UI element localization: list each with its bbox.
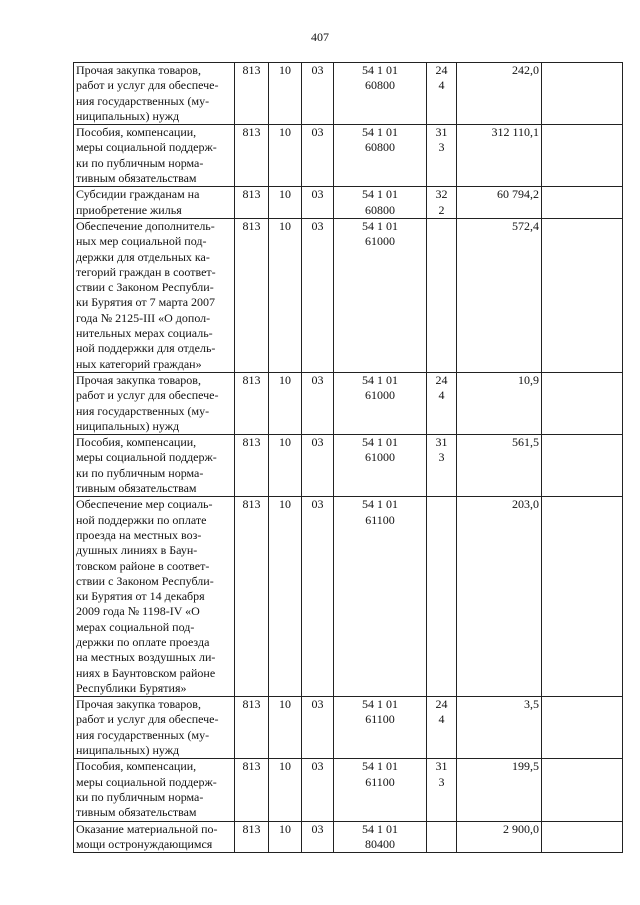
- expense-name-line: товском районе в соответ-: [76, 558, 210, 573]
- section-code-cell: 10: [269, 821, 302, 853]
- expense-type-line: 32: [435, 187, 448, 202]
- target-article-line: 54 1 01: [362, 63, 398, 77]
- expense-name-line: Пособия, компенсации,: [76, 435, 197, 450]
- table-row: [74, 821, 623, 853]
- target-article-cell: [334, 697, 427, 759]
- table-row: [74, 218, 623, 372]
- amount-cell: 10,9: [457, 372, 542, 434]
- section-code-cell: 10: [269, 187, 302, 219]
- table-row: [74, 372, 623, 434]
- expense-name-line: проезда на местных воз-: [76, 527, 202, 542]
- expense-name-line: Пособия, компенсации,: [76, 125, 197, 140]
- extra-amount-cell: [542, 435, 623, 497]
- expense-type-line: 24: [435, 372, 448, 387]
- subsection-code-cell: 03: [302, 821, 334, 853]
- target-article-line: 54 1 01: [362, 372, 398, 387]
- target-article-cell: [334, 63, 427, 125]
- target-article-line: 54 1 01: [362, 187, 398, 202]
- expense-name-line: тегорий граждан в соответ-: [76, 264, 216, 279]
- expense-type-line: 24: [435, 697, 448, 712]
- subsection-code-cell: 03: [302, 435, 334, 497]
- expense-name-cell: [74, 187, 235, 219]
- expense-name-line: ния государственных (му-: [76, 93, 210, 108]
- expense-type-line: 4: [438, 78, 445, 93]
- subsection-code-cell: 03: [302, 187, 334, 219]
- budget-table: [73, 62, 623, 853]
- target-article-line: 61000: [365, 450, 395, 465]
- target-article-line: 54 1 01: [362, 218, 398, 233]
- expense-name-line: тивным обязательствам: [76, 171, 197, 186]
- ministry-code-cell: 813: [235, 63, 269, 125]
- expense-type-line: 24: [435, 63, 448, 77]
- expense-name-line: работ и услуг для обеспече-: [76, 712, 219, 727]
- target-article-line: 61000: [365, 388, 395, 403]
- expense-name-line: Обеспечение дополнитель-: [76, 218, 215, 233]
- expense-type-cell: [427, 697, 457, 759]
- target-article-line: 54 1 01: [362, 697, 398, 712]
- expense-name-cell: [74, 697, 235, 759]
- expense-name-line: Прочая закупка товаров,: [76, 372, 201, 387]
- expense-name-cell: [74, 821, 235, 853]
- expense-name-line: меры социальной поддерж-: [76, 140, 217, 155]
- expense-name-line: ния государственных (му-: [76, 403, 210, 418]
- table-row: [74, 125, 623, 187]
- expense-type-cell: [427, 372, 457, 434]
- target-article-line: 60800: [365, 140, 395, 155]
- target-article-cell: [334, 821, 427, 853]
- extra-amount-cell: [542, 125, 623, 187]
- target-article-line: 54 1 01: [362, 497, 398, 512]
- extra-amount-cell: [542, 63, 623, 125]
- section-code-cell: 10: [269, 497, 302, 697]
- table-row: [74, 187, 623, 219]
- expense-type-cell: [427, 821, 457, 853]
- extra-amount-cell: [542, 372, 623, 434]
- amount-cell: 2 900,0: [457, 821, 542, 853]
- ministry-code-cell: 813: [235, 187, 269, 219]
- expense-name-cell: [74, 759, 235, 821]
- amount-cell: 199,5: [457, 759, 542, 821]
- expense-name-line: ки Бурятия от 14 декабря: [76, 589, 205, 604]
- subsection-code-cell: 03: [302, 697, 334, 759]
- expense-name-line: Республики Бурятия»: [76, 680, 187, 695]
- amount-cell: 242,0: [457, 63, 542, 125]
- expense-type-line: 3: [438, 140, 445, 155]
- expense-name-cell: [74, 435, 235, 497]
- subsection-code-cell: 03: [302, 63, 334, 125]
- target-article-line: 80400: [365, 836, 395, 851]
- expense-name-line: работ и услуг для обеспече-: [76, 388, 219, 403]
- expense-name-line: Обеспечение мер социаль-: [76, 497, 213, 512]
- expense-name-line: ки по публичным норма-: [76, 465, 204, 480]
- expense-name-cell: [74, 125, 235, 187]
- target-article-cell: [334, 125, 427, 187]
- target-article-line: 60800: [365, 202, 395, 217]
- extra-amount-cell: [542, 187, 623, 219]
- subsection-code-cell: 03: [302, 497, 334, 697]
- target-article-line: 61100: [365, 512, 395, 527]
- expense-type-cell: [427, 125, 457, 187]
- table-row: [74, 759, 623, 821]
- extra-amount-cell: [542, 759, 623, 821]
- ministry-code-cell: 813: [235, 759, 269, 821]
- table-row: [74, 63, 623, 125]
- expense-type-cell: [427, 63, 457, 125]
- expense-name-line: Прочая закупка товаров,: [76, 697, 201, 712]
- expense-type-cell: [427, 759, 457, 821]
- expense-type-line: 4: [438, 712, 445, 727]
- expense-name-line: ствии с Законом Республи-: [76, 280, 214, 295]
- ministry-code-cell: 813: [235, 218, 269, 372]
- target-article-cell: [334, 759, 427, 821]
- expense-name-cell: [74, 372, 235, 434]
- expense-type-cell: [427, 435, 457, 497]
- ministry-code-cell: 813: [235, 125, 269, 187]
- expense-type-line: 3: [438, 450, 445, 465]
- expense-name-line: тивным обязательствам: [76, 481, 197, 496]
- expense-type-cell: [427, 187, 457, 219]
- expense-type-line: 2: [438, 202, 445, 217]
- expense-name-line: мощи остронуждающимся: [76, 836, 213, 851]
- section-code-cell: 10: [269, 759, 302, 821]
- expense-name-line: душных линиях в Баун-: [76, 543, 198, 558]
- expense-type-line: 31: [435, 759, 448, 774]
- expense-type-cell: [427, 497, 457, 697]
- expense-name-line: ствии с Законом Республи-: [76, 573, 214, 588]
- expense-type-line: 3: [438, 774, 445, 789]
- expense-name-cell: [74, 497, 235, 697]
- ministry-code-cell: 813: [235, 821, 269, 853]
- target-article-line: 54 1 01: [362, 125, 398, 140]
- expense-name-line: меры социальной поддерж-: [76, 774, 217, 789]
- amount-cell: 60 794,2: [457, 187, 542, 219]
- expense-name-line: 2009 года № 1198-IV «О: [76, 604, 200, 619]
- expense-name-line: ной поддержки для отдель-: [76, 341, 216, 356]
- expense-name-line: ных категорий граждан»: [76, 356, 202, 371]
- target-article-cell: [334, 497, 427, 697]
- subsection-code-cell: 03: [302, 125, 334, 187]
- expense-name-cell: [74, 63, 235, 125]
- subsection-code-cell: 03: [302, 218, 334, 372]
- table-row: [74, 697, 623, 759]
- target-article-cell: [334, 187, 427, 219]
- target-article-line: 61100: [365, 774, 395, 789]
- budget-table-body: [74, 63, 623, 853]
- expense-name-line: ных мер социальной под-: [76, 234, 207, 249]
- expense-name-line: нительных мерах социаль-: [76, 326, 213, 341]
- section-code-cell: 10: [269, 435, 302, 497]
- section-code-cell: 10: [269, 697, 302, 759]
- expense-name-line: держки по оплате проезда: [76, 634, 210, 649]
- expense-type-cell: [427, 218, 457, 372]
- section-code-cell: 10: [269, 63, 302, 125]
- expense-name-line: мерах социальной под-: [76, 619, 195, 634]
- extra-amount-cell: [542, 697, 623, 759]
- target-article-line: 54 1 01: [362, 821, 398, 836]
- amount-cell: 561,5: [457, 435, 542, 497]
- expense-name-line: ниях в Баунтовском районе: [76, 665, 216, 680]
- ministry-code-cell: 813: [235, 372, 269, 434]
- target-article-line: 54 1 01: [362, 435, 398, 450]
- section-code-cell: 10: [269, 372, 302, 434]
- amount-cell: 203,0: [457, 497, 542, 697]
- extra-amount-cell: [542, 821, 623, 853]
- ministry-code-cell: 813: [235, 435, 269, 497]
- page-number: 407: [311, 30, 329, 44]
- target-article-line: 54 1 01: [362, 759, 398, 774]
- expense-name-line: ной поддержки по оплате: [76, 512, 207, 527]
- section-code-cell: 10: [269, 125, 302, 187]
- target-article-line: 61000: [365, 234, 395, 249]
- expense-name-line: ниципальных) нужд: [76, 108, 180, 123]
- target-article-cell: [334, 435, 427, 497]
- expense-type-line: 31: [435, 125, 448, 140]
- expense-name-line: года № 2125-III «О допол-: [76, 310, 211, 325]
- amount-cell: 3,5: [457, 697, 542, 759]
- expense-name-line: Субсидии гражданам на: [76, 187, 200, 202]
- expense-name-line: на местных воздушных ли-: [76, 650, 216, 665]
- target-article-cell: [334, 218, 427, 372]
- table-row: [74, 497, 623, 697]
- ministry-code-cell: 813: [235, 497, 269, 697]
- expense-name-line: приобретение жилья: [76, 202, 182, 217]
- ministry-code-cell: 813: [235, 697, 269, 759]
- expense-name-line: держки для отдельных ка-: [76, 249, 210, 264]
- expense-name-line: ки по публичным норма-: [76, 789, 204, 804]
- expense-type-line: 31: [435, 435, 448, 450]
- extra-amount-cell: [542, 497, 623, 697]
- table-row: [74, 435, 623, 497]
- amount-cell: 572,4: [457, 218, 542, 372]
- target-article-cell: [334, 372, 427, 434]
- expense-name-line: ниципальных) нужд: [76, 743, 180, 758]
- subsection-code-cell: 03: [302, 759, 334, 821]
- expense-type-line: 4: [438, 388, 445, 403]
- expense-name-line: меры социальной поддерж-: [76, 450, 217, 465]
- expense-name-line: ниципальных) нужд: [76, 418, 180, 433]
- expense-name-line: ки Бурятия от 7 марта 2007: [76, 295, 216, 310]
- section-code-cell: 10: [269, 218, 302, 372]
- expense-name-line: тивным обязательствам: [76, 805, 197, 820]
- expense-name-line: работ и услуг для обеспече-: [76, 78, 219, 93]
- expense-name-line: Оказание материальной по-: [76, 821, 218, 836]
- extra-amount-cell: [542, 218, 623, 372]
- target-article-line: 60800: [365, 78, 395, 93]
- expense-name-line: ки по публичным норма-: [76, 155, 204, 170]
- subsection-code-cell: 03: [302, 372, 334, 434]
- expense-name-cell: [74, 218, 235, 372]
- expense-name-line: ния государственных (му-: [76, 727, 210, 742]
- target-article-line: 61100: [365, 712, 395, 727]
- expense-name-line: Прочая закупка товаров,: [76, 63, 201, 77]
- amount-cell: 312 110,1: [457, 125, 542, 187]
- expense-name-line: Пособия, компенсации,: [76, 759, 197, 774]
